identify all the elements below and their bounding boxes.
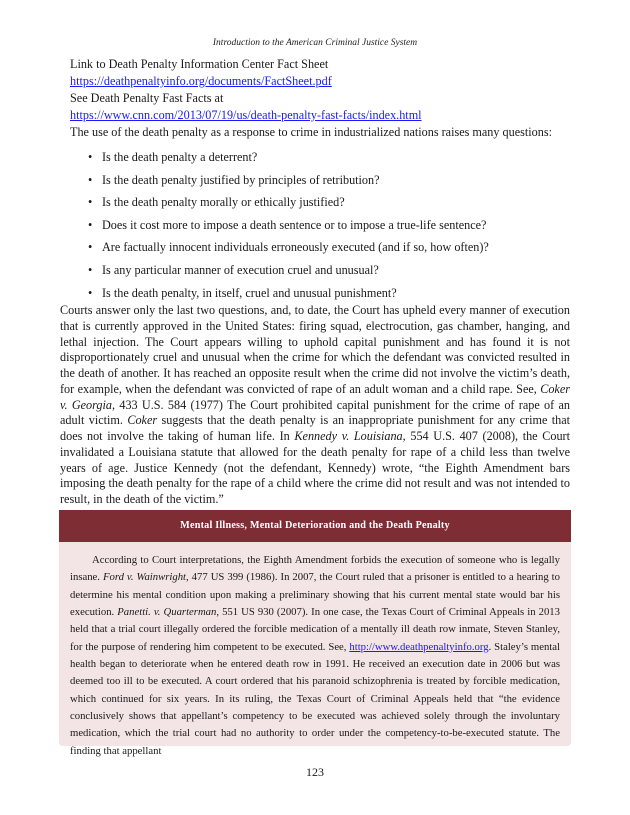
dpic-website-link[interactable]: http://www.deathpenaltyinfo.org [349, 640, 489, 653]
case-citation: Coker v. Georgia [60, 381, 570, 412]
list-item: • Is the death penalty, in itself, cruel and unusual punishment? [88, 282, 548, 305]
cnn-link-label: See Death Penalty Fast Facts at [70, 91, 224, 105]
case-citation: Ford v. Wainwright [102, 571, 187, 584]
list-item: • Is the death penalty justified by principles of retribution? [88, 169, 548, 192]
case-citation: Panetti. v. Quarterman [117, 606, 217, 619]
sidebar-text-segment: . Staley’s mental health began to deteriorate when he entered death row in 1991. He received an execution date in 2006 but was deemed too ill to be executed. A court ordered that his paranoid schizophrenia is treated by forcible medication, which continued for six years. In its ruling, the Texas Court of Criminal Appeals held that “the evidence conclusively shows that appellant’s competency to be executed was achieved solely through the involuntary medication, which the trial court had no authority to order under the competency-to-be-executed statute. The finding that appellant [70, 640, 560, 757]
sidebar-text-segment: According to Court interpretations, the Eighth Amendment forbids the execution of someone who is legally insane. [70, 554, 560, 584]
body-text: , 554 U.S. 407 (2008), the Court invalidated a Louisiana statute that allowed for the death penalty for rape of a child less than twelve years of age. Justice Kennedy (not the defendant, Kennedy) wrote, “the Eighth Amendment bars imposing the death penalty for the rape of a child where the crime did not result and was not intended to result, in the death of the victim.” [60, 429, 570, 506]
sidebar-title: Mental Illness, Mental Deterioration and the Death Penalty [59, 510, 571, 542]
cnn-fast-facts-link[interactable]: https://www.cnn.com/2013/07/19/us/death-penalty-fast-facts/index.html [70, 108, 422, 122]
list-item: • Are factually innocent individuals erroneously executed (and if so, how often)? [88, 236, 548, 259]
questions-intro: The use of the death penalty as a response to crime in industrialized nations raises many questions: [70, 125, 552, 139]
questions-list [88, 146, 548, 304]
sidebar-text-segment: , 477 US 399 (1986). In 2007, the Court ruled that a prisoner is entitled to a hearing to determine his mental condition upon making a preliminary showing that his current mental state would bar his execution. [70, 571, 560, 619]
body-text: suggests that the death penalty is an inappropriate punishment for any crime that does not involve the taking of human life. In [60, 413, 570, 443]
resource-links [70, 56, 570, 141]
dpic-link-label: Link to Death Penalty Information Center Fact Sheet [70, 57, 329, 71]
body-text: , 433 U.S. 584 (1977) The Court prohibited capital punishment for the crime of rape of an adult victim. [60, 397, 570, 428]
case-citation: Coker [127, 413, 158, 428]
running-header: Introduction to the American Criminal Justice System [212, 38, 418, 48]
list-item: • Is the death penalty morally or ethically justified? [88, 191, 548, 214]
list-item: • Is the death penalty a deterrent? [88, 146, 548, 169]
dpic-fact-sheet-link[interactable]: https://deathpenaltyinfo.org/documents/FactSheet.pdf [70, 74, 332, 88]
list-item: • Is any particular manner of execution cruel and unusual? [88, 259, 548, 282]
page-number: 123 [306, 765, 324, 779]
body-text: Courts answer only the last two questions, and, to date, the Court has upheld every manner of execution that is currently approved in the United States: firing squad, electrocution, gas chamber, hanging, and lethal injection. The Court appears willing to uphold capital punishment and has found it is not disproportionately cruel and unusual when the crime for which the defendant was convicted resulted in the death of another. It has reached an opposite result when the crime did not involve the victim’s death, for example, when the defendant was convicted of rape of an adult woman and a child rape. See, [60, 303, 570, 396]
case-citation: Kennedy v. Louisiana [294, 429, 403, 443]
list-item: • Does it cost more to impose a death sentence or to impose a true-life sentence? [88, 214, 548, 237]
sidebar-text-segment: , 551 US 930 (2007). In one case, the Texas Court of Criminal Appeals in 2013 held that a trial court illegally ordered the forcible medication of a mentally ill death row inmate, Steven Stanley, for the purpose of rendering him competent to be executed. See, [70, 606, 560, 653]
mental-illness-sidebar [59, 510, 571, 757]
body-paragraph [60, 303, 570, 508]
sidebar-text [70, 552, 560, 760]
